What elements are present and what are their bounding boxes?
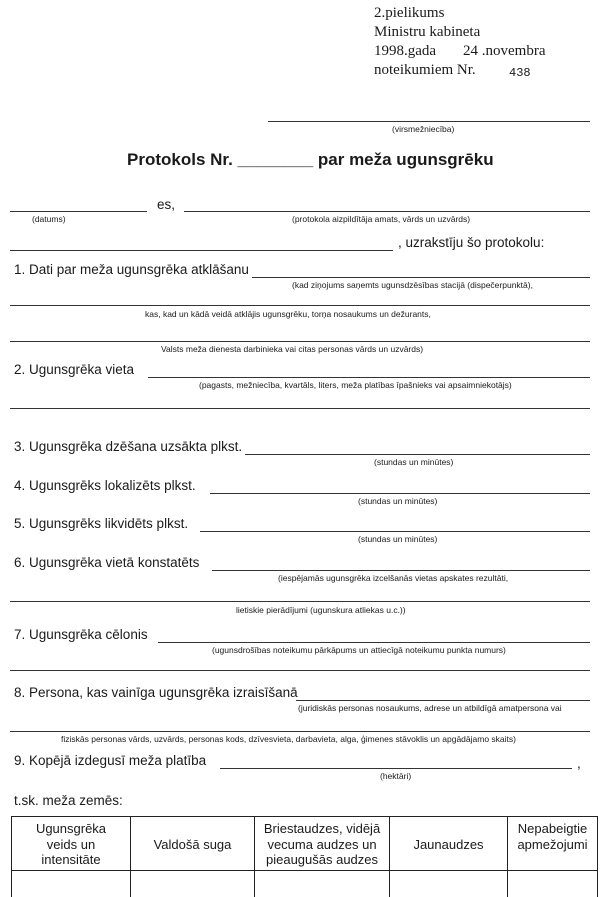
table-header-fire-type [12,817,131,897]
item-1-caption-2: kas, kad un kādā veidā atklājis ugunsgrēku, torņa nosaukums un dežurants, [145,309,431,319]
item-5-line[interactable] [200,531,590,532]
item-4-label: 4. Ugunsgrēks lokalizēts plkst. [14,478,196,493]
table-header-label: Ugunsgrēka veids un intensitāte [35,821,107,867]
table-header-stands [255,817,390,897]
item-1-line-2[interactable] [10,305,590,306]
item-6-line-2[interactable] [10,601,590,602]
item-7-line[interactable] [158,642,590,643]
item-6-caption-2: lietiskie pierādījumi (ugunskura atliekas u.c.)) [236,605,406,615]
item-1-label: 1. Dati par meža ugunsgrēka atklāšanu [14,262,249,277]
table-header-label: Nepabeigtie apmežojumi [517,821,588,852]
cabinet-label: Ministru kabineta [374,24,481,40]
item-6-line[interactable] [212,570,590,571]
item-1-line-3[interactable] [10,341,590,342]
regulation-number: 438 [509,66,531,80]
regulation-year: 1998.gada [374,43,437,59]
item-4-caption: (stundas un minūtes) [358,496,438,506]
table-header-young-stands [390,817,508,897]
item-2-label: 2. Ugunsgrēka vieta [14,362,135,377]
item-9-comma: , [577,756,581,771]
item-8-line[interactable] [296,700,590,701]
item-7-label: 7. Ugunsgrēka cēlonis [14,627,148,642]
item-6-label: 6. Ugunsgrēka vietā konstatēts [14,555,200,570]
item-5-caption: (stundas un minūtes) [358,534,438,544]
appendix-label: 2.pielikums [374,5,445,21]
item-9-caption: (hektāri) [380,771,412,781]
date-caption: (datums) [32,214,66,224]
item-3-caption: (stundas un minūtes) [374,457,454,467]
compiler-line[interactable] [184,211,590,212]
table-header-label: Briestaudzes, vidējā vecuma audzes un pieaugušās audzes [263,821,381,867]
item-5-label: 5. Ugunsgrēks likvidēts plkst. [14,516,189,531]
es-label: es, [157,197,176,212]
item-8-label: 8. Persona, kas vainīga ugunsgrēka izraisīšanā [14,685,298,700]
item-3-label: 3. Ugunsgrēka dzēšana uzsākta plkst. [14,439,243,454]
item-4-line[interactable] [210,493,590,494]
item-9-line[interactable] [220,768,572,769]
item-9-label: 9. Kopējā izdegusī meža platība [14,753,207,768]
item-2-line[interactable] [148,377,590,378]
item-2-line-2[interactable] [10,408,590,409]
page-title: Protokols Nr. ________ par meža ugunsgrēku [127,150,494,169]
item-3-line[interactable] [245,454,590,455]
item-8-caption-2: fiziskās personas vārds, uzvārds, personas kods, dzīvesvieta, darbavieta, alga, ģimenes stāvoklis un apgādājamo skaits) [61,734,516,744]
forest-land-label: t.sk. meža zemēs: [14,793,123,808]
table-header-label: Valdošā suga [153,837,232,852]
item-1-caption: (kad ziņojums saņemts ugunsdzēsības stacijā (dispečerpunktā), [292,280,533,290]
item-6-caption: (iespējamās ugunsgrēka izcelšanās vietas apskates rezultāti, [278,573,509,583]
compiler-caption: (protokola aizpildītāja amats, vārds un uzvārds) [292,214,471,224]
item-2-caption: (pagasts, mežniecība, kvartāls, liters, meža platības īpašnieks vai apsaimniekotājs) [199,380,512,390]
item-8-caption: (juridiskās personas nosaukums, adrese un atbildīgā amatpersona vai [298,703,562,713]
table-header-afforestation [508,817,598,897]
table-header-label: Jaunaudzes [413,837,484,852]
forest-area-table [11,816,598,897]
forestry-caption: (virsmežniecība) [392,124,455,134]
item-1-line[interactable] [252,277,590,278]
item-7-line-2[interactable] [10,670,590,671]
table-header-species [131,817,255,897]
date-line[interactable] [10,211,147,212]
item-1-caption-3: Valsts meža dienesta darbinieka vai citas personas vārds un uzvārds) [161,344,424,354]
regulation-number-label: noteikumiem Nr. [374,62,476,78]
signer-line[interactable] [10,250,393,251]
item-7-caption: (ugunsdrošības noteikumu pārkāpums un attiecīgā noteikumu punkta numurs) [212,645,506,655]
table-header-divider [11,870,598,871]
regulation-date: 24 .novembra [463,43,546,59]
signing-text: , uzrakstīju šo protokolu: [398,235,545,250]
item-8-line-2[interactable] [10,731,590,732]
forestry-line[interactable] [268,121,590,122]
